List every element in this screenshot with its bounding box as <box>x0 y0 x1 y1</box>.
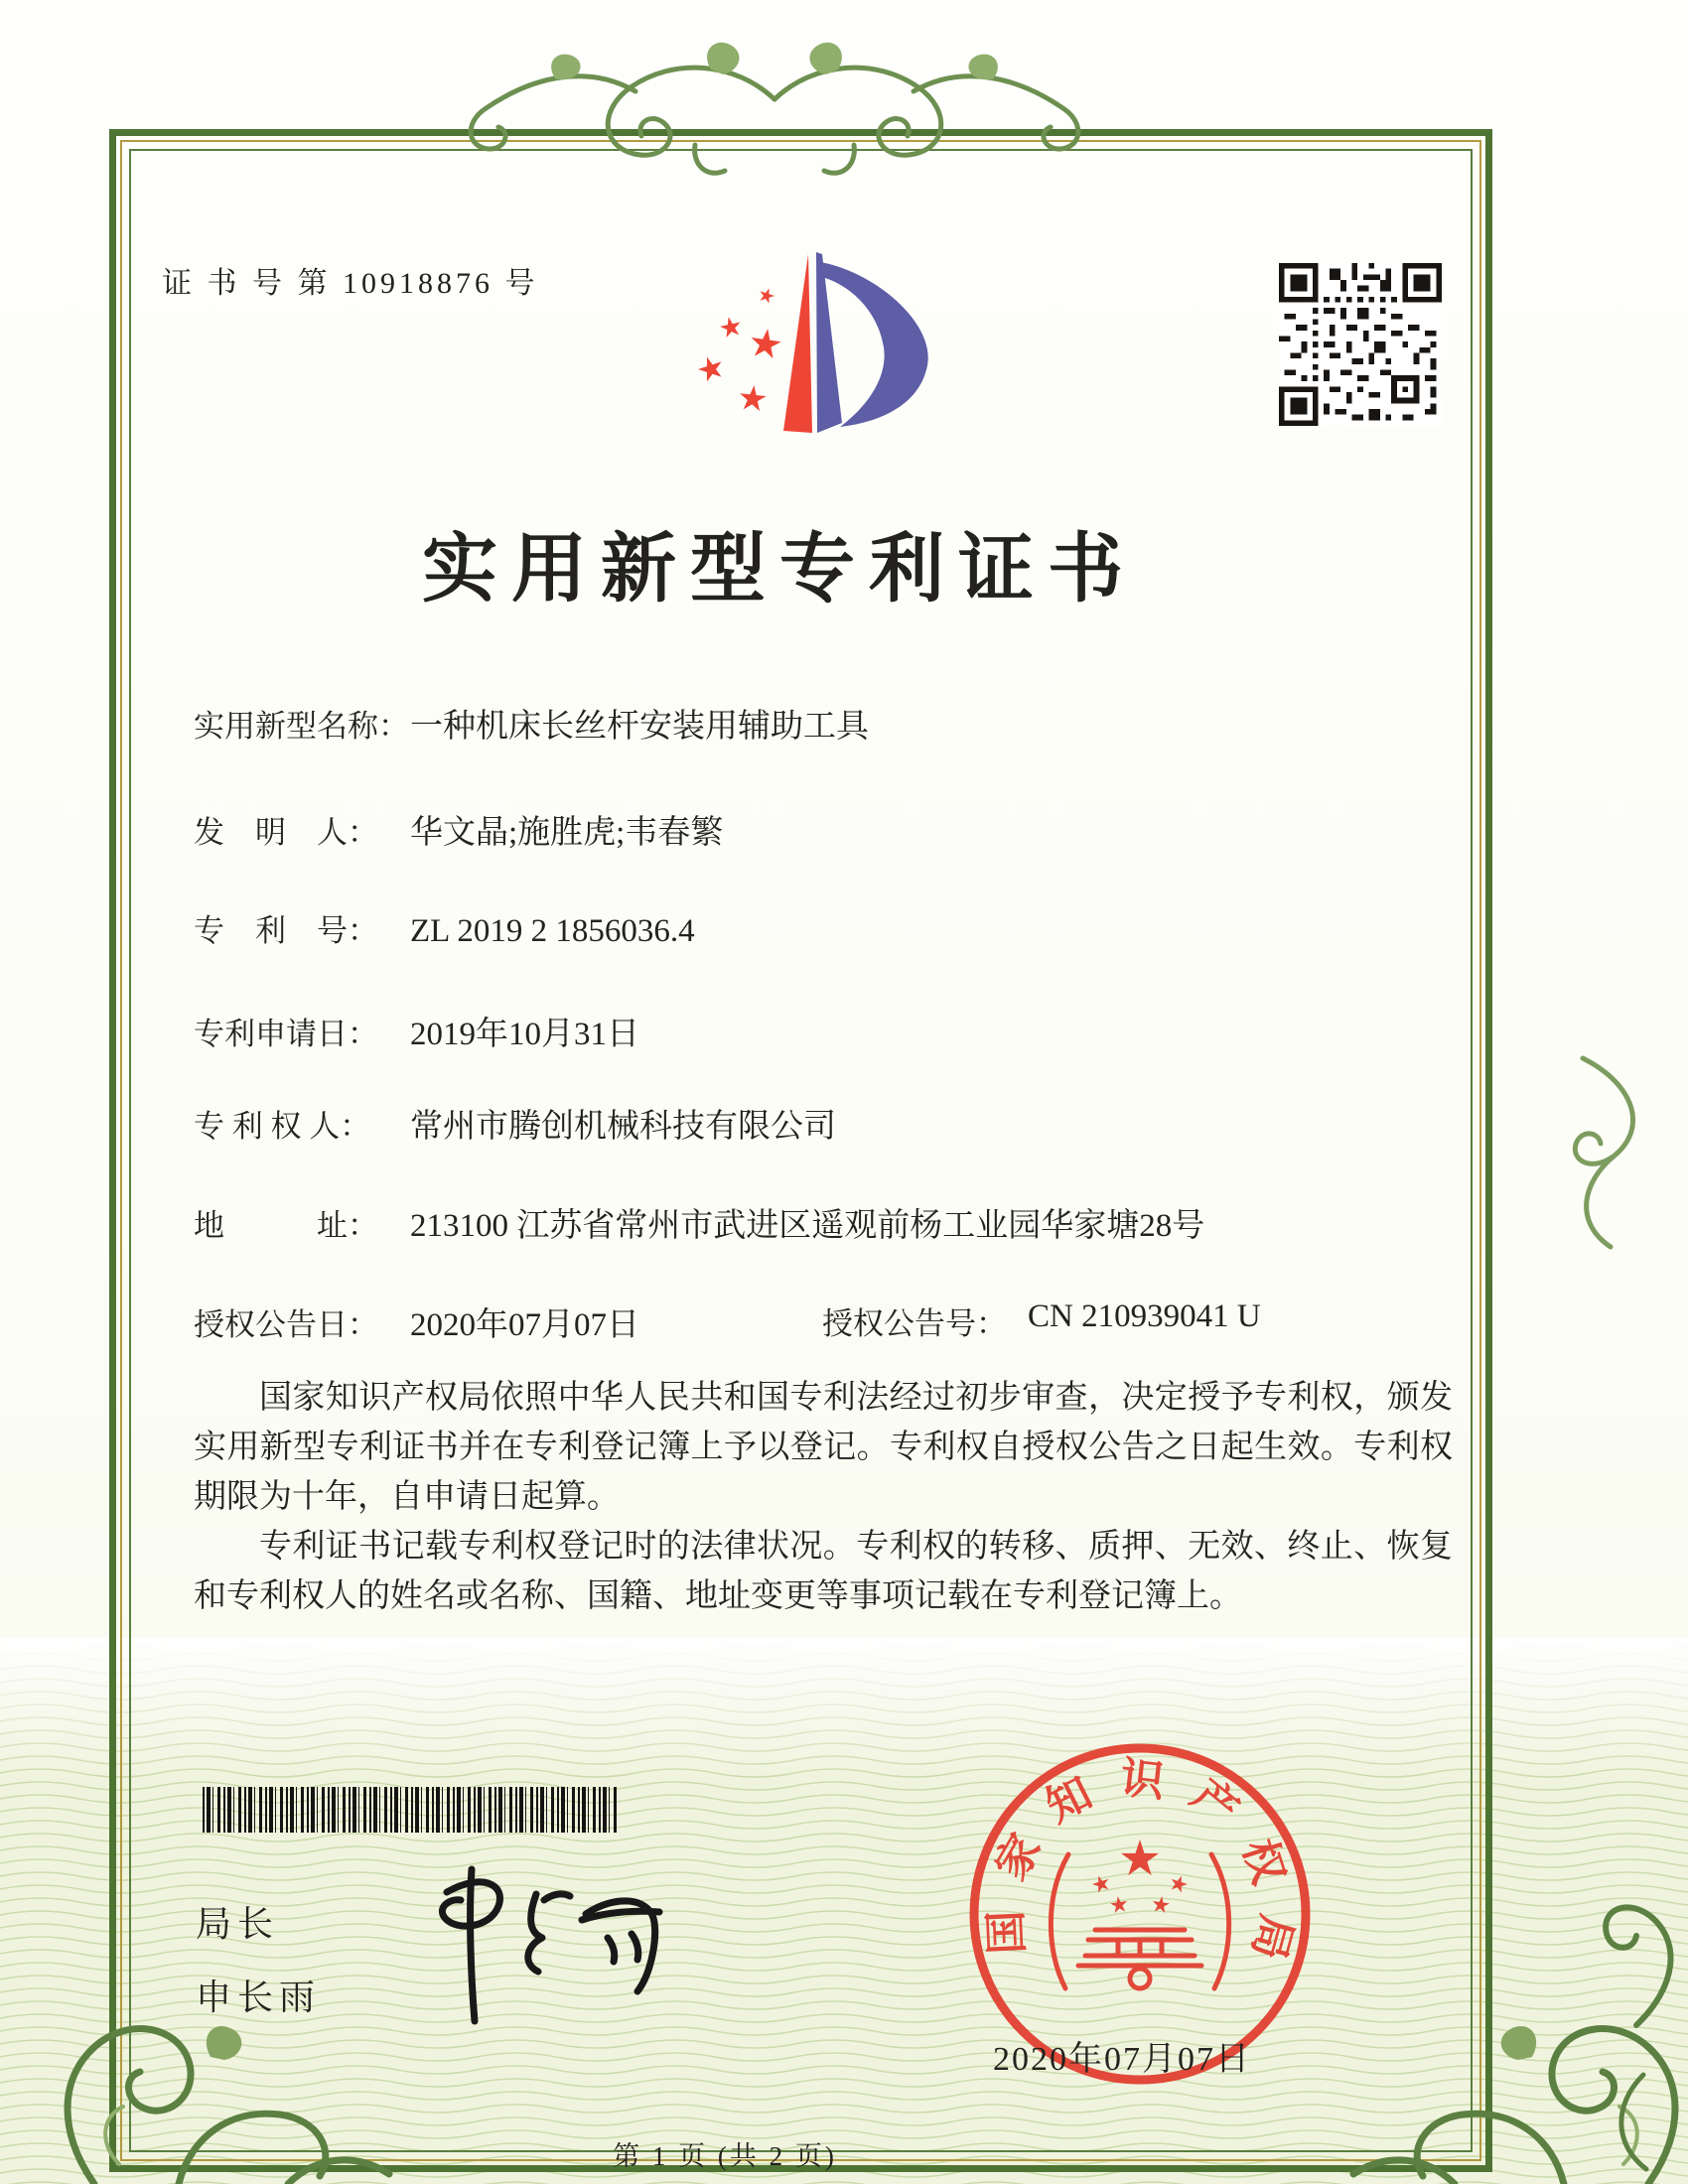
top-garland-right <box>774 43 1078 174</box>
page-number-footer: 第 1 页 (共 2 页) <box>613 2141 837 2171</box>
field-label: 实用新型名称： <box>194 709 409 744</box>
legal-paragraph-2: 专利证书记载专利权登记时的法律状况。专利权的转移、质押、无效、终止、恢复和专利权人的姓名或名称、国籍、地址变更等事项记载在专利登记簿上。 <box>194 1529 1453 1614</box>
bottom-right-flourish <box>1353 2026 1675 2184</box>
certificate-title: 实用新型专利证书 <box>422 528 1137 612</box>
grant-number-value: CN 210939041 U <box>1028 1298 1261 1334</box>
field-value: 2020年07月07日 <box>410 1307 639 1343</box>
director-signature-icon <box>387 1854 675 2038</box>
field-value: 2019年10月31日 <box>410 1017 639 1052</box>
field-row-inventor <box>194 806 1465 853</box>
seal-emblem-stars <box>1090 1840 1190 1913</box>
field-row-grant <box>194 1298 1465 1345</box>
seal-ring-text: 国家知识产权局 <box>980 1753 1302 1989</box>
field-value: 一种机床长丝杆安装用辅助工具 <box>410 709 869 745</box>
director-title-label: 局长 <box>196 1904 280 1944</box>
field-value: 华文晶;施胜虎;韦春繁 <box>410 815 724 851</box>
field-label: 发 明 人： <box>194 815 378 850</box>
seal-date: 2020年07月07日 <box>993 2041 1251 2078</box>
field-row-address <box>194 1199 1465 1246</box>
qr-code-icon <box>1279 263 1442 426</box>
field-row-patentee <box>194 1100 1465 1147</box>
legal-body-text <box>194 1373 1453 1621</box>
logo-stars <box>695 286 782 412</box>
grant-number-label: 授权公告号： <box>822 1306 1007 1341</box>
seal-emblem-gate <box>1051 1854 1228 1988</box>
field-row-filing-date <box>194 1008 1465 1054</box>
field-value: 213100 江苏省常州市武进区遥观前杨工业园华家塘28号 <box>410 1208 1205 1244</box>
field-label: 授权公告日： <box>194 1307 378 1342</box>
field-label: 专利申请日： <box>194 1017 378 1051</box>
field-row-patent-number <box>194 905 1465 950</box>
bottom-left-flourish <box>68 2026 389 2184</box>
top-garland-left <box>471 43 774 174</box>
field-value: 常州市腾创机械科技有限公司 <box>410 1109 836 1145</box>
field-label: 专 利 权 人： <box>194 1109 371 1144</box>
director-name: 申长雨 <box>196 1978 322 2017</box>
field-label: 专 利 号： <box>194 913 378 948</box>
cnipa-patent-logo-icon <box>645 228 963 477</box>
field-value: ZL 2019 2 1856036.4 <box>410 913 695 949</box>
field-row-name <box>194 700 1465 747</box>
logo-red-spike <box>783 254 812 433</box>
certificate-number: 证 书 号 第 10918876 号 <box>162 267 539 300</box>
barcode <box>203 1787 618 1833</box>
right-mid-flourish <box>1575 1058 1632 1247</box>
field-label: 地 址： <box>194 1208 378 1243</box>
legal-paragraph-1: 国家知识产权局依照中华人民共和国专利法经过初步审查，决定授予专利权，颁发实用新型专利证书并在专利登记簿上予以登记。专利权自授权公告之日起生效。专利权期限为十年，自申请日起算。 <box>194 1380 1453 1515</box>
